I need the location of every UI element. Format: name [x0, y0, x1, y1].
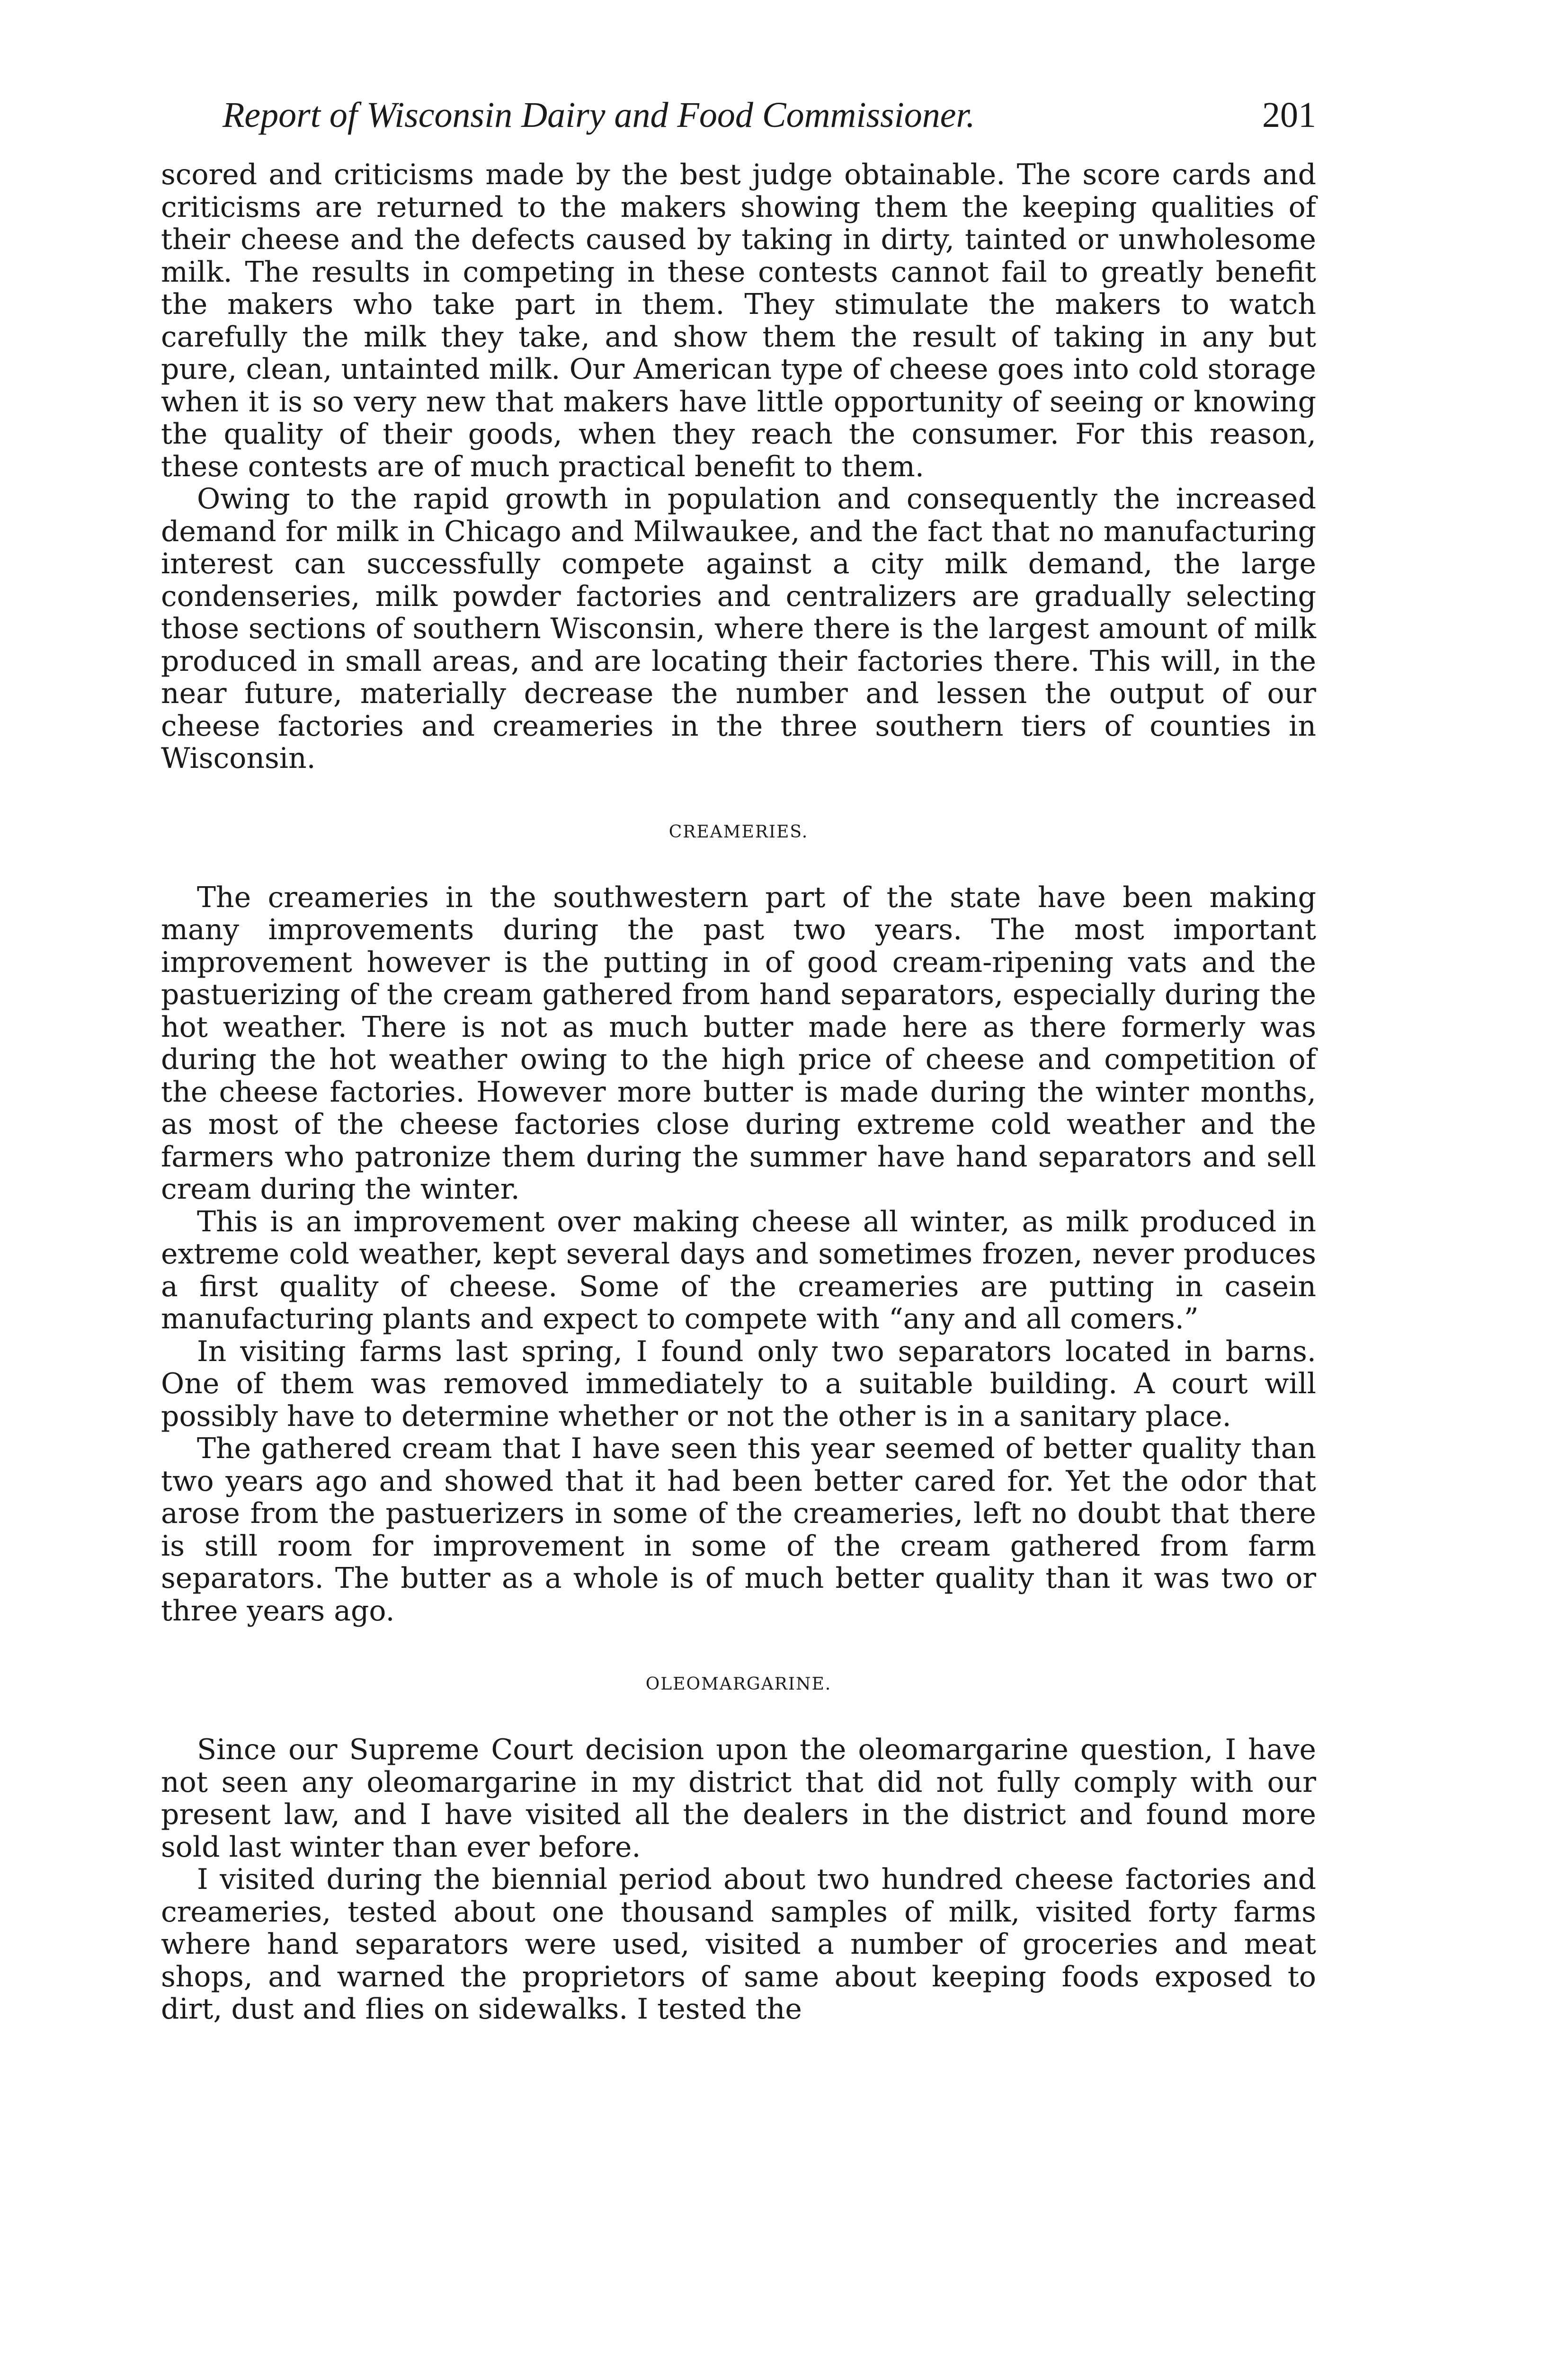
paragraph-city-milk-demand: Owing to the rapid growth in population and consequently the increased demand for milk in Chicago and Milwaukee, and the fact that no manufacturing interest can successfully compete against a city milk demand, the large condenseries, milk powder factories and centralizers are gradually selecting those sections of southern Wisconsin, where there is the largest amount of milk produced in small areas, and are locating their factories there. This will, in the near future, materially decrease the number and lessen the output of our cheese factories and creameries in the three southern tiers of counties in Wisconsin.	[161, 482, 1316, 775]
section-heading-creameries: CREAMERIES.	[668, 822, 809, 842]
page-number: 201	[1262, 95, 1316, 135]
paragraph-biennial-visits: I visited during the biennial period about two hundred cheese factories and creameries, tested about one thousand samples of milk, visited forty farms where hand separators were used, visited a number of groceries and meat shops, and warned the proprietors of same about keeping foods exposed to dirt, dust and flies on sidewalks. I tested the	[161, 1863, 1316, 2026]
paragraph-contests: scored and criticisms made by the best judge obtainable. The score cards and criticisms are returned to the makers showing them the keeping qualities of their cheese and the defects caused by taking in dirty, tainted or unwholesome milk. The results in competing in these contests cannot fail to greatly benefit the makers who take part in them. They stimulate the makers to watch carefully the milk they take, and show them the result of taking in any but pure, clean, untainted milk. Our American type of cheese goes into cold storage when it is so very new that makers have little opportunity of seeing or knowing the quality of their goods, when they reach the consumer. For this reason, these contests are of much practical benefit to them.	[161, 158, 1316, 483]
document-page	[161, 95, 1316, 2026]
paragraph-creamery-improvements: The creameries in the southwestern part of the state have been making many improvements during the past two years. The most important improvement however is the putting in of good cream-ripening vats and the pastuerizing of the cream gathered from hand separators, especially during the hot weather. There is not as much butter made here as there formerly was during the hot weather owing to the high price of cheese and competition of the cheese factories. However more butter is made during the winter months, as most of the cheese factories close during extreme cold weather and the farmers who patronize them during the summer have hand separators and sell cream during the winter.	[161, 881, 1316, 1206]
running-header	[223, 95, 1316, 136]
paragraph-winter-cheese: This is an improvement over making cheese all winter, as milk produced in extreme cold weather, kept several days and sometimes frozen, never produces a first quality of cheese. Some of the creameries are putting in casein manufacturing plants and expect to compete with “any and all comers.”	[161, 1205, 1316, 1335]
paragraph-separators-in-barns: In visiting farms last spring, I found only two separators located in barns. One of them was removed immediately to a suitable building. A court will possibly have to determine whether or not the other is in a sanitary place.	[161, 1335, 1316, 1433]
paragraph-supreme-court: Since our Supreme Court decision upon the oleomargarine question, I have not seen any oleomargarine in my district that did not fully comply with our present law, and I have visited all the dealers in the district and found more sold last winter than ever before.	[161, 1733, 1316, 1864]
report-title: Report of Wisconsin Dairy and Food Commissioner.	[223, 95, 975, 135]
paragraph-gathered-cream: The gathered cream that I have seen this year seemed of better quality than two years ago and showed that it had been better cared for. Yet the odor that arose from the pastuerizers in some of the creameries, left no doubt that there is still room for improvement in some of the cream gathered from farm separators. The butter as a whole is of much better quality than it was two or three years ago.	[161, 1432, 1316, 1628]
section-heading-oleomargarine: OLEOMARGARINE.	[645, 1674, 832, 1694]
